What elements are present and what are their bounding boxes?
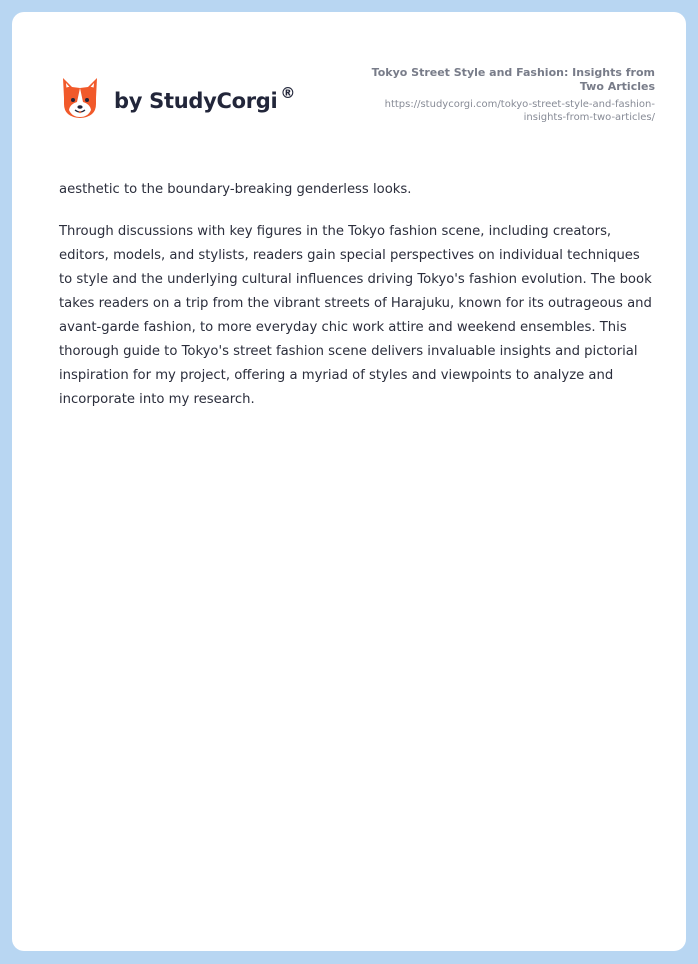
document-page: [12, 12, 686, 951]
corgi-logo-icon: [60, 76, 100, 120]
document-title: Tokyo Street Style and Fashion: Insights from Two Articles: [371, 66, 655, 93]
document-body: [59, 178, 657, 430]
document-header: [345, 66, 655, 124]
brand-name: by StudyCorgi ®: [114, 84, 296, 113]
paragraph: Through discussions with key figures in the Tokyo fashion scene, including creators, editors, models, and stylists, readers gain special perspectives on individual techniques to style and the underlying cultural influences driving Tokyo's fashion evolution. The book takes readers on a trip from the vibrant streets of Harajuku, known for its outrageous and avant-garde fashion, to more everyday chic work attire and weekend ensembles. This thorough guide to Tokyo's street fashion scene delivers invaluable insights and pictorial inspiration for my project, offering a myriad of styles and viewpoints to analyze and incorporate into my research.: [59, 224, 652, 407]
document-url[interactable]: https://studycorgi.com/tokyo-street-style-and-fashion-insights-from-two-articles/: [384, 99, 655, 123]
registered-mark: ®: [280, 84, 296, 102]
studycorgi-logo[interactable]: [60, 76, 295, 120]
paragraph: aesthetic to the boundary-breaking genderless looks.: [59, 182, 412, 197]
